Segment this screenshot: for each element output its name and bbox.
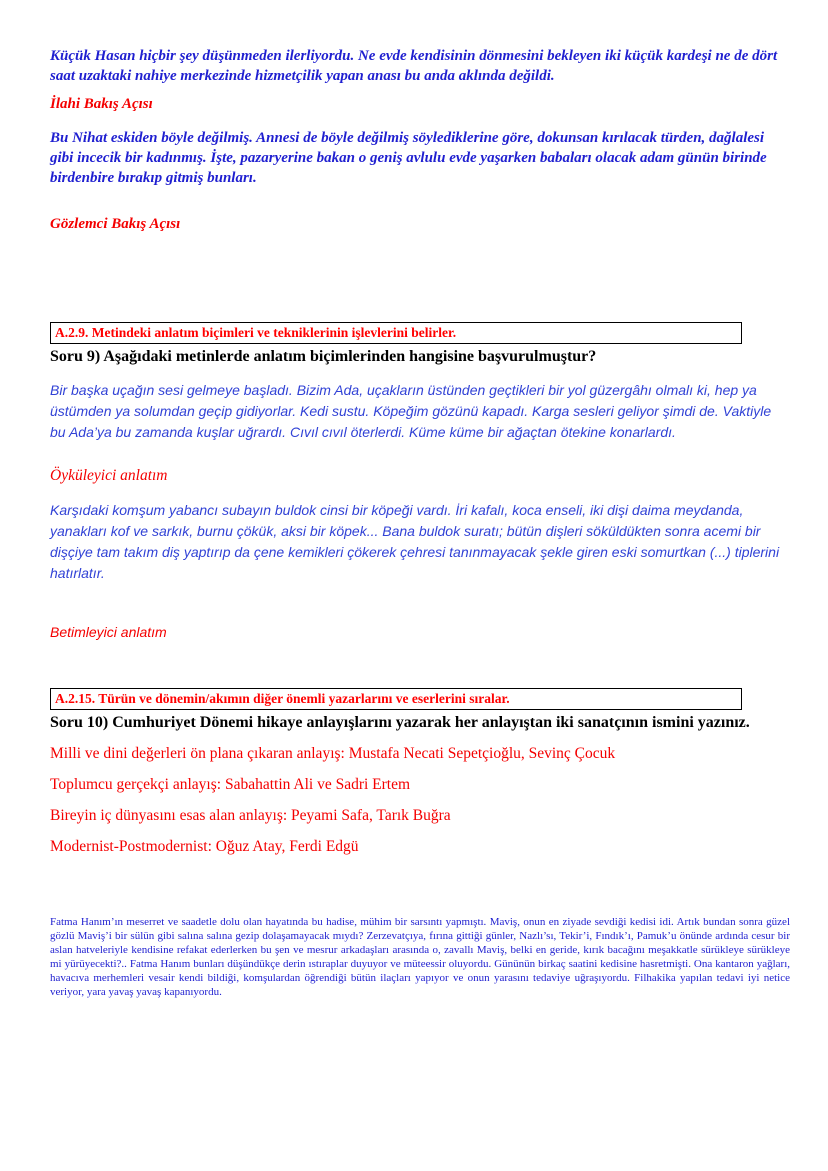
pov-excerpt-1: Küçük Hasan hiçbir şey düşünmeden ilerliyordu. Ne evde kendisinin dönmesini bekleyen iki küçük kardeşi ne de dört saat uzaktaki nahiye merkezinde hizmetçilik yapan anası bu anda aklında değildi. — [50, 48, 778, 84]
answer-betimleyici-anlatim: Betimleyici anlatım — [50, 624, 167, 640]
answer-10-bireyin-ic-dunyasi: Bireyin iç dünyasını esas alan anlayış: Peyami Safa, Tarık Buğra — [50, 807, 451, 824]
pov-answer-ilahi-bakis: İlahi Bakış Açısı — [50, 96, 153, 112]
excerpt-narration: Bir başka uçağın sesi gelmeye başladı. Bizim Ada, uçakların üstünden geçtikleri bir yol güzergâhı olmalı ki, hep ya üstümden ya solumdan geçip gidiyorlar. Kedi sustu. Köpeğim gözünü kapadı. Karga sesleri geliyor şimdi de. Vaktiyle bu Ada’ya bu zamanda kuşlar uğrardı. Cıvıl cıvıl öterlerdi. Küme küme bir ağaçtan ötekine konarlardı. — [50, 382, 772, 440]
excerpt-description: Karşıdaki komşum yabancı subayın buldok cinsi bir köpeği vardı. İri kafalı, koca enseli, iki dişi daima meydanda, yanakları kof ve sarkık, burnu çökük, aksi bir köpek... Bana buldok suratı; bütün dişleri söküldükten sonra acemi bir dişçiye tam takım diş yaptırıp da çene kemikleri çökerek çehresi tanınmayacak şekle giren eski somurtkan (...) tiplerini hatırlatır. — [50, 502, 780, 581]
question-10: Soru 10) Cumhuriyet Dönemi hikaye anlayışlarını yazarak her anlayıştan iki sanatçının ismini yazınız. — [50, 714, 750, 731]
objective-box-a2-9 — [50, 322, 742, 344]
excerpt-fatma-hanim: Fatma Hanım’ın meserret ve saadetle dolu olan hayatında bu hadise, mühim bir sarsıntı yapmıştı. Maviş, onun en ziyade sevdiği kedisi idi. Artık bundan sonra güzel gözlü Maviş’i bir sülün gibi salına salına gezip dolaşamayacak mıydı? Zerzevatçıya, fırına gittiği günler, Nazlı’sı, Tekir’i, Fındık’ı, Pamuk’u önünde ardında cesur bir aslan hatveleriyle kendisine refakat ederlerken bu şen ve mesrur arkadaşları arasında o, zavallı Maviş, belki en geride, kırık bacağını meşakkatle sürükleye sürükleye mi yürüyecekti?.. Fatma Hanım bunları düşündükçe derin ıstıraplar duyuyor ve müteessir oluyordu. Gününün birkaç saatini kedisine hasretmişti. Ona kantaron yağları, havacıva merhemleri vesair kendi bildiği, komşulardan öğrendiği bütün ilaçları yapıyor ve onun yarasını tedaviye uğraşıyordu. Filhakika yapılan tedavi iyi netice veriyor, yara yavaş yavaş kapanıyordu. — [50, 916, 790, 998]
pov-excerpt-2: Bu Nihat eskiden böyle değilmiş. Annesi de böyle değilmiş söylediklerine göre, dokunsan kırılacak türden, dağlalesi gibi incecik bir kadınmış. İşte, pazaryerine bakan o geniş avlulu evde yaşarken babaları olacak adam günün birinde birdenbire bırakıp gitmiş bunları. — [50, 130, 767, 186]
answer-10-milli-dini: Milli ve dini değerleri ön plana çıkaran anlayış: Mustafa Necati Sepetçioğlu, Sevinç Çocuk — [50, 745, 616, 762]
answer-10-modernist: Modernist-Postmodernist: Oğuz Atay, Ferdi Edgü — [50, 838, 359, 855]
objective-box-a2-15 — [50, 688, 742, 710]
objective-a2-9-text: A.2.9. Metindeki anlatım biçimleri ve tekniklerinin işlevlerini belirler. — [55, 325, 457, 340]
pov-answer-gozlemci-bakis: Gözlemci Bakış Açısı — [50, 216, 181, 232]
objective-a2-15-text: A.2.15. Türün ve dönemin/akımın diğer önemli yazarlarını ve eserlerini sıralar. — [55, 691, 510, 706]
answer-10-toplumcu: Toplumcu gerçekçi anlayış: Sabahattin Ali ve Sadri Ertem — [50, 776, 411, 793]
answer-oykuleyici-anlatim: Öyküleyici anlatım — [50, 467, 168, 484]
question-9: Soru 9) Aşağıdaki metinlerde anlatım biçimlerinden hangisine başvurulmuştur? — [50, 348, 597, 365]
